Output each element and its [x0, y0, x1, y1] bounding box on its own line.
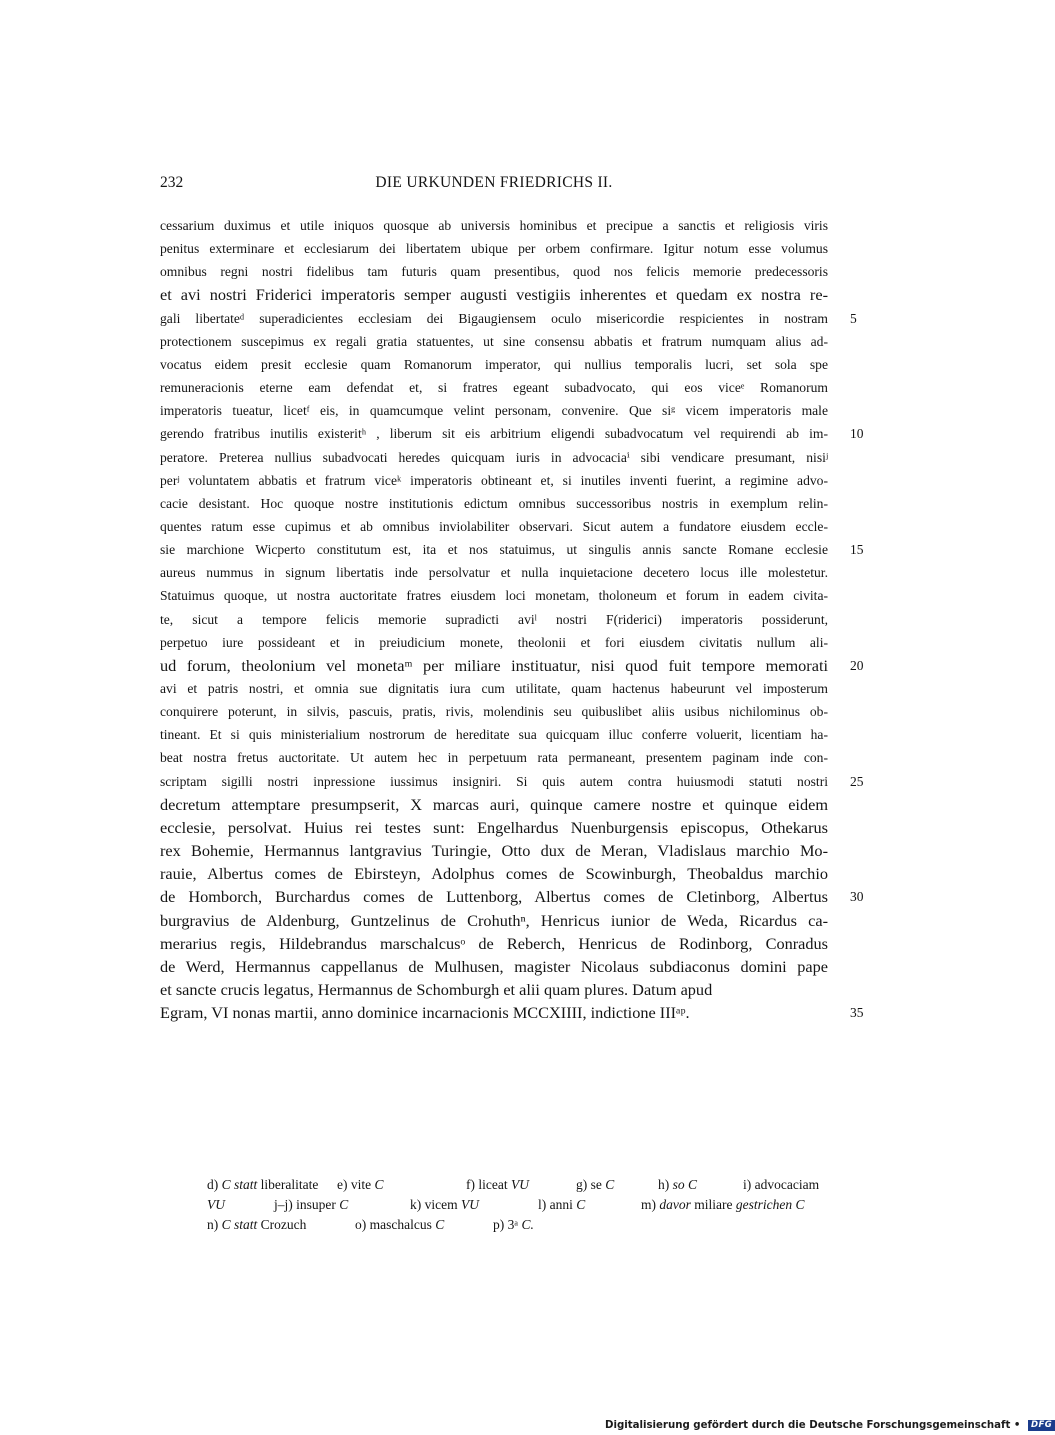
text-line-content: sie marchione Wicperto constitutum est, ita et nos statuimus, ut singulis annis sancte Romane ecclesie [160, 542, 828, 558]
running-title: DIE URKUNDEN FRIEDRICHS II. [375, 174, 613, 191]
text-line-content: te, sicut a tempore felicis memorie supradicti aviˡ nostri F(riderici) imperatoris possiderunt, [160, 611, 828, 627]
footnote [743, 1175, 819, 1195]
footnote-siglum: davor [659, 1197, 691, 1212]
text-line [160, 538, 828, 561]
footnote-siglum: VU [207, 1197, 225, 1212]
line-number: 35 [850, 1005, 864, 1021]
text-line-content: beat nostra fretus auctoritate. Ut autem hec in perpetuum rata permaneant, presentem paginam inde con- [160, 750, 828, 766]
line-number: 5 [850, 310, 857, 326]
text-line-content: peratore. Preterea nullius subadvocati heredes quicquam iuris in advocaciaⁱ sibi vendicare presumant, nisiʲ [160, 449, 828, 465]
text-line-content: rauie, Albertus comes de Ebirsteyn, Adolphus comes de Scowinburgh, Theobaldus marchio [160, 864, 828, 884]
text-line [160, 237, 828, 260]
footnote-mark: p) [493, 1217, 508, 1232]
text-line [160, 746, 828, 769]
text-line [160, 816, 828, 839]
line-number: 25 [850, 773, 864, 789]
footnote-siglum: VU [510, 1177, 529, 1192]
text-line-content: Egram, VI nonas martii, anno dominice incarnacionis MCCXIIII, indictione IIIᵃᵖ. [160, 1003, 690, 1023]
text-line-content: perpetuo iure possideant et in preiudicium monete, theolonii et fori eiusdem civitatis nullum ali- [160, 634, 828, 650]
footnote-reading: miliare [690, 1197, 736, 1212]
footnote [641, 1195, 804, 1215]
footnote-siglum: C statt [221, 1177, 258, 1192]
text-line-content: et avi nostri Friderici imperatoris semper augusti vestigiis inherentes et quedam ex nostra re- [160, 285, 828, 305]
text-line [160, 885, 828, 908]
text-line-content: ud forum, theolonium vel monetaᵐ per miliare instituatur, nisi quod fuit tempore memorati [160, 655, 828, 675]
footnote-mark: e) [337, 1177, 351, 1192]
dfg-logo: DFG [1028, 1420, 1055, 1431]
text-line [160, 399, 828, 422]
text-line-content: rex Bohemie, Hermannus lantgravius Turingie, Otto dux de Meran, Vladislaus marchio Mo- [160, 841, 828, 861]
text-line [160, 608, 828, 631]
text-line-content: vocatus eidem presit ecclesie quam Romanorum imperator, qui nullius temporalis lucri, set sola spe [160, 356, 828, 372]
text-line [160, 307, 828, 330]
text-line [160, 677, 828, 700]
text-line [160, 862, 828, 885]
footnote [207, 1175, 318, 1195]
page-number: 232 [160, 174, 184, 191]
text-line-content: burgravius de Aldenburg, Guntzelinus de Crohuthⁿ, Henricus iunior de Weda, Ricardus ca- [160, 910, 828, 930]
footnote-mark: h) [658, 1177, 673, 1192]
footnote [410, 1195, 479, 1215]
footnote [337, 1175, 384, 1195]
footnote-mark: n) [207, 1217, 222, 1232]
footnote-mark: i) [743, 1177, 755, 1192]
text-line-content: quentes ratum esse cupimus et ab omnibus inviolabiliter observari. Sicut autem a fundatore eiusdem eccle- [160, 518, 828, 534]
line-number: 10 [850, 426, 864, 442]
footnote [207, 1215, 306, 1235]
line-number: 20 [850, 657, 864, 673]
text-line [160, 376, 828, 399]
text-line-content: Statuimus quoque, ut nostra auctoritate fratres eiusdem loci monetam, tholoneum et forum in eadem civita- [160, 588, 828, 604]
footnote-reading: advocaciam [754, 1177, 820, 1192]
footnote [355, 1215, 444, 1235]
text-line-content: conquirere poterunt, in silvis, pascuis, pratis, rivis, molendinis seu quibuslibet aliis usibus nichilominus ob- [160, 704, 828, 720]
text-line [160, 839, 828, 862]
footnote-mark: j–j) [274, 1197, 297, 1212]
text-line [160, 492, 828, 515]
text-line [160, 353, 828, 376]
footnote-mark: l) [538, 1197, 550, 1212]
text-line [160, 700, 828, 723]
text-line [160, 561, 828, 584]
funding-banner [605, 1419, 1055, 1433]
text-line [160, 793, 828, 816]
footnote-mark: o) [355, 1217, 370, 1232]
footnote-reading: Crozuch [257, 1217, 307, 1232]
footnote-reading: insuper [296, 1197, 340, 1212]
text-line-content: penitus exterminare et ecclesiarum dei libertatem ubique per orbem confirmare. Igitur notum esse volumus [160, 241, 828, 257]
text-line [160, 260, 828, 283]
footnote-mark: k) [410, 1197, 425, 1212]
text-line-content: omnibus regni nostri fidelibus tam futuris quam presentibus, quod nos felicis memorie predecessoris [160, 264, 828, 280]
footnote-reading: vicem [424, 1197, 461, 1212]
text-line [160, 469, 828, 492]
text-line-content: ecclesie, persolvat. Huius rei testes sunt: Engelhardus Nuenburgensis episcopus, Othekarus [160, 817, 828, 837]
footnote-siglum: VU [461, 1197, 479, 1212]
text-line-content: cessarium duximus et utile iniquos quosque ab universis hominibus et precipue a sanctis et religiosis viris [160, 218, 828, 233]
funding-text: Digitalisierung gefördert durch die Deutsche Forschungsgemeinschaft • [605, 1420, 1021, 1431]
text-line-content: merarius regis, Hildebrandus marschalcusᵒ de Reberch, Henricus de Rodinborg, Conradus [160, 933, 828, 953]
footnote-siglum: gestrichen C [735, 1197, 805, 1212]
footnote [576, 1175, 614, 1195]
text-line [160, 723, 828, 746]
footnote-reading: se [590, 1177, 606, 1192]
text-line [160, 1001, 828, 1024]
footnote [466, 1175, 529, 1195]
text-line [160, 214, 828, 237]
text-line-content: protectionem suscepimus ex regali gratia statuentes, ut sine consensu abbatis et fratrum numquam alius ad- [160, 333, 828, 349]
text-line [160, 283, 828, 306]
footnote-mark: g) [576, 1177, 591, 1192]
text-line [160, 770, 828, 793]
text-line [160, 932, 828, 955]
footnote-mark: m) [641, 1197, 660, 1212]
line-number: 30 [850, 889, 864, 905]
text-line-content: gali libertateᵈ superadicientes ecclesiam dei Bigaugiensem oculo misericordie respicientes in nostram [160, 310, 828, 326]
footnote-siglum: C [374, 1177, 384, 1192]
line-number: 15 [850, 542, 864, 558]
text-line-content: tineant. Et si quis ministerialium nostrorum de hereditate sua quicquam illuc conferre voluerit, licentiam ha- [160, 727, 828, 743]
footnote-reading: vite [350, 1177, 375, 1192]
footnote-mark: d) [207, 1177, 222, 1192]
footnote-siglum: C. [521, 1217, 534, 1232]
text-line-content: perʲ voluntatem abbatis et fratrum viceᵏ imperatoris obtineant et, si inutiles inventi fuerint, a regimine advo- [160, 472, 828, 488]
text-line [160, 631, 828, 654]
footnote-reading: liberalitate [257, 1177, 319, 1192]
text-line [160, 584, 828, 607]
footnote [658, 1175, 697, 1195]
footnote [538, 1195, 585, 1215]
text-line-content: aureus nummus in signum libertatis inde persolvatur et nulla inquietacione decetero locus ille molestetur. [160, 565, 828, 581]
text-line-content: cacie desistant. Hoc quoque nostre institutionis edictum omnibus successoribus nostris in exemplum relin- [160, 495, 828, 511]
text-line-content: avi et patris nostri, et omnia sue dignitatis iura cum utilitate, quam hactenus habeurunt vel imposterum [160, 681, 828, 696]
footnote-siglum: so C [672, 1177, 698, 1192]
text-line [160, 446, 828, 469]
footnote-reading: 3ᵃ [507, 1217, 522, 1232]
footnote-reading: anni [549, 1197, 577, 1212]
text-line [160, 515, 828, 538]
text-line-content: de Werd, Hermannus cappellanus de Mulhusen, magister Nicolaus subdiaconus domini pape [160, 956, 828, 976]
text-line-content: et sancte crucis legatus, Hermannus de Schomburgh et alii quam plures. Datum apud [160, 979, 713, 999]
text-line [160, 909, 828, 932]
text-line [160, 955, 828, 978]
footnote-siglum: C [576, 1197, 586, 1212]
footnote [274, 1195, 348, 1215]
footnote [493, 1215, 534, 1235]
footnote-reading: maschalcus [369, 1217, 436, 1232]
text-line-content: gerendo fratribus inutilis existeritʰ , liberum sit eis arbitrium eligendi subadvocatum vel requirendi ab im- [160, 426, 828, 442]
text-line-content: scriptam sigilli nostri inpressione iussimus insigniri. Si quis autem contra huiusmodi statuti nostri [160, 773, 828, 789]
footnote [207, 1195, 225, 1215]
footnote-siglum: C [435, 1217, 445, 1232]
text-line-content: imperatoris tueatur, licetᶠ eis, in quamcumque velint personam, convenire. Que siᵍ vicem imperatoris male [160, 403, 828, 419]
footnote-mark: f) [466, 1177, 479, 1192]
text-line [160, 978, 828, 1001]
text-line [160, 330, 828, 353]
footnote-reading: liceat [478, 1177, 511, 1192]
footnote-siglum: C statt [221, 1217, 258, 1232]
text-line [160, 654, 828, 677]
footnote-siglum: C [339, 1197, 349, 1212]
text-line-content: remuneracionis eterne eam defendat et, si fratres egeant subadvocato, qui eos viceᵉ Romanorum [160, 380, 828, 396]
text-line-content: de Homborch, Burchardus comes de Luttenborg, Albertus comes de Cletinborg, Albertus [160, 887, 828, 907]
footnote-siglum: C [605, 1177, 615, 1192]
text-line-content: decretum attemptare presumpserit, X marcas auri, quinque camere nostre et quinque eidem [160, 794, 828, 814]
text-line [160, 422, 828, 445]
